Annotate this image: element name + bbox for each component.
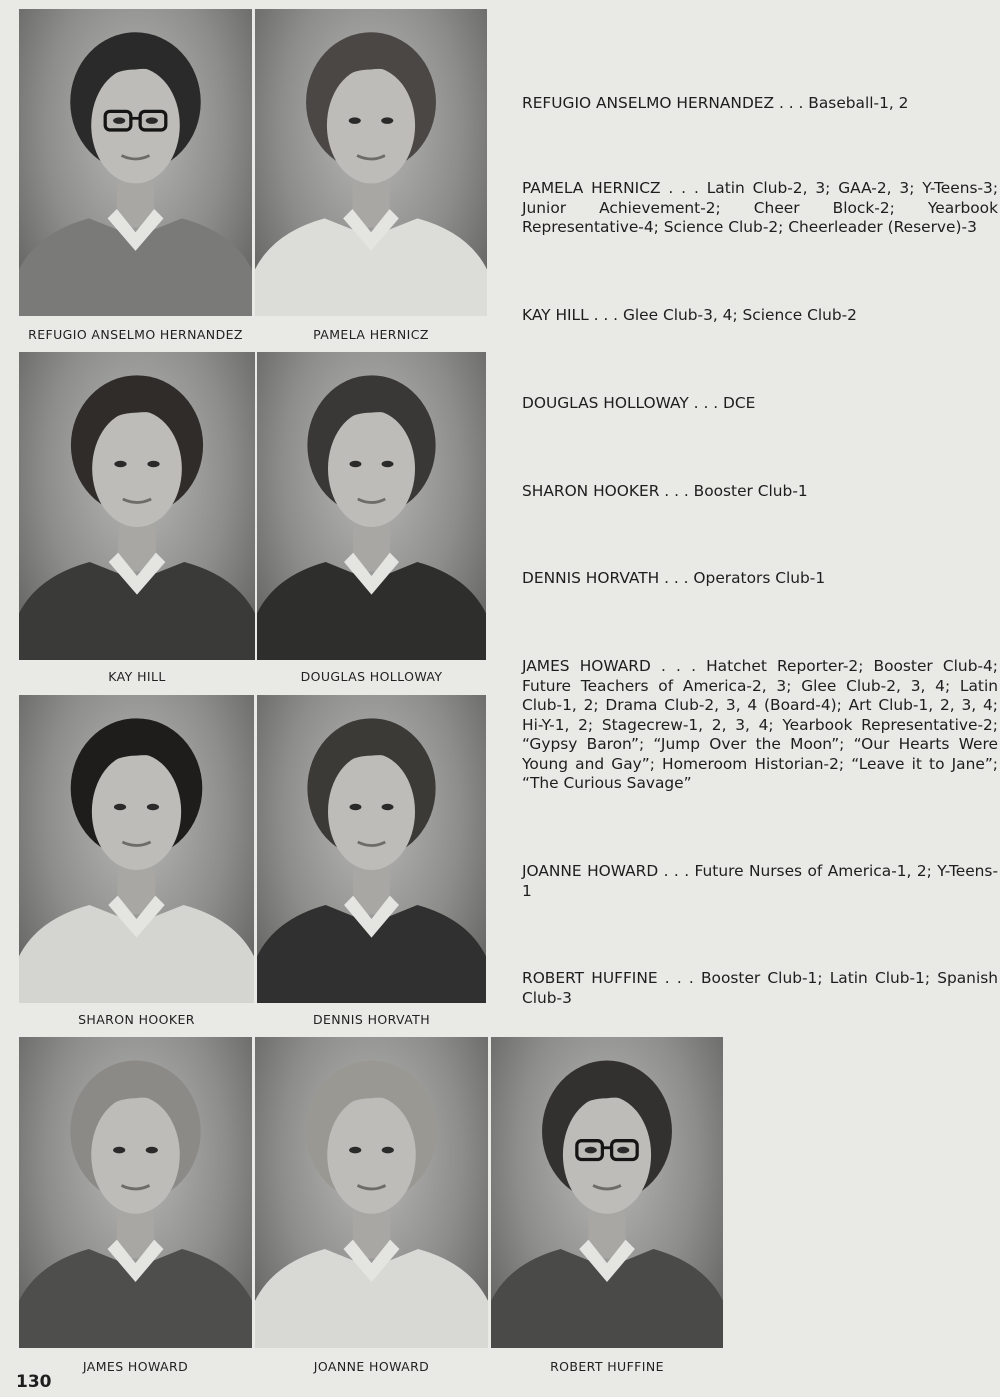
entry-joanne-howard: JOANNE HOWARD . . . Future Nurses of America-1, 2; Y-Teens-1 <box>522 862 998 900</box>
left-eye <box>585 1147 597 1154</box>
portrait-james-howard <box>19 1037 252 1348</box>
caption-robert-huffine: ROBERT HUFFINE <box>550 1359 664 1374</box>
left-eye <box>114 804 126 811</box>
entry-robert-huffine: ROBERT HUFFINE . . . Booster Club-1; Latin Club-1; Spanish Club-3 <box>522 969 998 1007</box>
face <box>327 67 415 183</box>
caption-kay-hill: KAY HILL <box>108 669 166 684</box>
portrait-dennis-horvath <box>257 695 486 1003</box>
portrait-refugio-anselmo-hernandez <box>19 9 252 316</box>
portrait-figure <box>491 1037 723 1348</box>
face <box>327 1096 416 1214</box>
face <box>328 753 415 870</box>
entry-refugio-anselmo-hernandez: REFUGIO ANSELMO HERNANDEZ . . . Baseball-1, 2 <box>522 94 909 112</box>
caption-refugio-anselmo-hernandez: REFUGIO ANSELMO HERNANDEZ <box>28 327 243 342</box>
right-eye <box>146 1147 158 1154</box>
portrait-figure <box>257 352 486 660</box>
left-eye <box>349 1147 361 1154</box>
face <box>91 1096 180 1214</box>
entry-james-howard: JAMES HOWARD . . . Hatchet Reporter-2; Booster Club-4; Future Teachers of America-2, 3; Glee Club-2, 3, 4; Latin Club-1, 2; Drama Club-2, 3, 4 (Board-4); Art Club-1, 2, 3, 4; Hi-Y-1, 2; Stagecrew-1, 2, 3, 4; Yearbook Representative-2; “Gypsy Baron”; “Jump Over the Moon”; “Our Hearts Were Young and Gay”; Homeroom Historian-2; “Leave it to Jane”; “The Curious Savage” <box>522 657 998 792</box>
portrait-sharon-hooker <box>19 695 254 1003</box>
portrait-figure <box>19 9 252 316</box>
portrait-figure <box>255 1037 488 1348</box>
caption-dennis-horvath: DENNIS HORVATH <box>312 1012 431 1027</box>
right-eye <box>147 461 159 468</box>
left-eye <box>113 1147 125 1154</box>
page-number: 130 <box>16 1372 52 1392</box>
right-eye <box>147 804 159 811</box>
face <box>92 753 181 870</box>
portrait-robert-huffine <box>491 1037 723 1348</box>
right-eye <box>146 117 158 124</box>
caption-pamela-hernicz: PAMELA HERNICZ <box>313 327 429 342</box>
entry-dennis-horvath: DENNIS HORVATH . . . Operators Club-1 <box>522 569 826 587</box>
right-eye <box>382 461 394 468</box>
right-eye <box>617 1147 629 1154</box>
portrait-figure <box>257 695 486 1003</box>
portrait-kay-hill <box>19 352 255 660</box>
face <box>328 410 415 527</box>
entry-douglas-holloway: DOUGLAS HOLLOWAY . . . DCE <box>522 394 756 412</box>
caption-sharon-hooker: SHARON HOOKER <box>78 1012 195 1027</box>
caption-douglas-holloway: DOUGLAS HOLLOWAY <box>300 669 443 684</box>
right-eye <box>381 117 393 124</box>
caption-james-howard: JAMES HOWARD <box>82 1359 189 1374</box>
entry-pamela-hernicz: PAMELA HERNICZ . . . Latin Club-2, 3; GAA-2, 3; Y-Teens-3; Junior Achievement-2; Cheer Block-2; Yearbook Representative-4; Science Club-2; Cheerleader (Reserve)-3 <box>522 179 998 236</box>
face <box>92 410 182 527</box>
portrait-figure <box>19 695 254 1003</box>
portrait-douglas-holloway <box>257 352 486 660</box>
entry-sharon-hooker: SHARON HOOKER . . . Booster Club-1 <box>522 482 808 500</box>
left-eye <box>114 461 126 468</box>
entry-kay-hill: KAY HILL . . . Glee Club-3, 4; Science Club-2 <box>522 306 857 324</box>
left-eye <box>350 461 362 468</box>
right-eye <box>382 1147 394 1154</box>
portrait-figure <box>255 9 487 316</box>
left-eye <box>350 804 362 811</box>
left-eye <box>349 117 361 124</box>
portrait-figure <box>19 1037 252 1348</box>
portrait-pamela-hernicz <box>255 9 487 316</box>
caption-joanne-howard: JOANNE HOWARD <box>313 1359 430 1374</box>
right-eye <box>382 804 394 811</box>
portrait-figure <box>19 352 255 660</box>
portrait-joanne-howard <box>255 1037 488 1348</box>
left-eye <box>113 117 125 124</box>
